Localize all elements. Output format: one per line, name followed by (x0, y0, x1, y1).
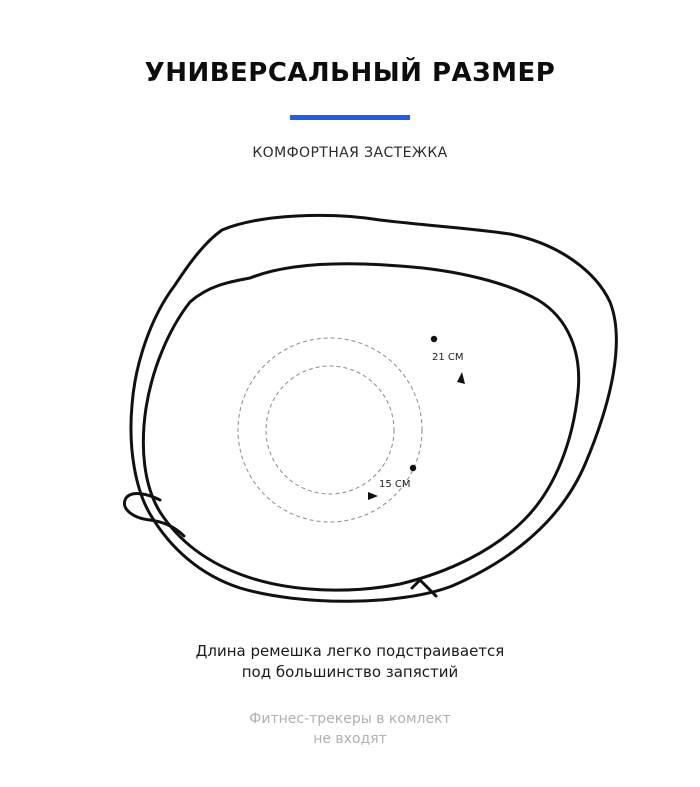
description-line-2: под большинство запястий (241, 663, 459, 681)
page-title: УНИВЕРСАЛЬНЫЙ РАЗМЕР (144, 58, 556, 88)
page-subtitle: КОМФОРТНАЯ ЗАСТЕЖКА (252, 145, 448, 161)
strap-illustration (0, 190, 700, 630)
note-line-2: не входят (313, 731, 387, 747)
inner-arrow-icon (368, 492, 378, 500)
inner-size-marker (410, 465, 416, 471)
title-underline (290, 115, 410, 120)
inner-size-label: 15 СМ (379, 479, 411, 490)
strap-inner-outline (143, 264, 578, 590)
description-line-1: Длина ремешка легко подстраивается (195, 642, 505, 660)
outer-arrow-icon (457, 372, 465, 384)
note-line-1: Фитнес-трекеры в комлект (249, 711, 451, 727)
inner-size-circle (266, 366, 394, 494)
disclaimer-note (0, 709, 700, 749)
description (0, 641, 700, 683)
outer-size-marker (431, 336, 437, 342)
outer-size-label: 21 СМ (432, 352, 464, 363)
strap-outer-outline (131, 215, 616, 601)
